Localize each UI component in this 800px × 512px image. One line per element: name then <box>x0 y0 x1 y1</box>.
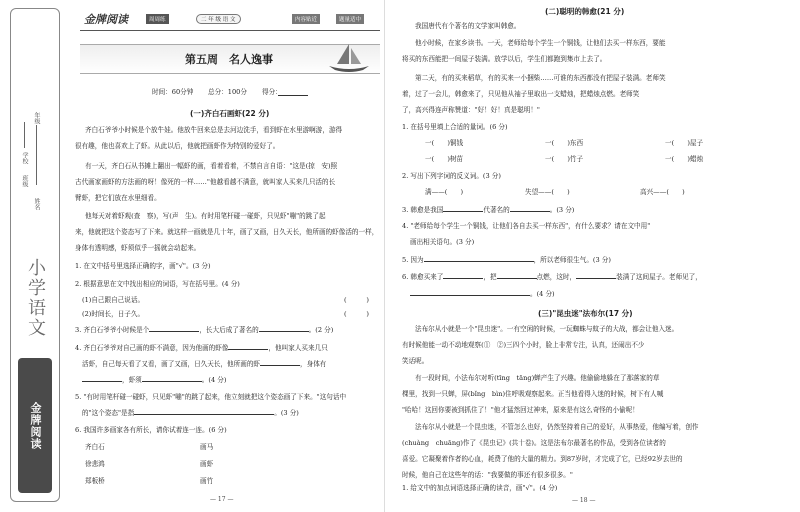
q4-text3: ，虾须 <box>122 376 142 384</box>
time-label: 时间：60分钟 <box>152 88 194 96</box>
match-right-2[interactable]: 画竹 <box>200 477 214 485</box>
match-left-2[interactable]: 郑板桥 <box>85 477 105 485</box>
s2-p2-line1: 他小时候，在家乡读书。一天，老师给每个学生一个铜钱，让他们去买一样东西，要能 <box>415 39 666 47</box>
s2q3-blank2[interactable] <box>510 211 550 212</box>
score-blank[interactable] <box>278 95 308 96</box>
s3-p2-line3: "哈哈！这回你要被到抓住了！"他才猛然回过神来，原来是有这么奇怪的小偷呢！ <box>402 406 639 414</box>
s2-question-3 <box>402 206 574 214</box>
page-fold <box>384 0 385 512</box>
fill-r1-1[interactable]: 一( )东西 <box>545 139 584 147</box>
q4-blank3[interactable] <box>82 381 122 382</box>
s3-p1-line1: 法布尔从小就是一个"昆虫迷"。一有空闲的时候，一玩蜘蛛与蚊子的大战，都会让他入迷。 <box>415 325 679 333</box>
para2-line3: 臂虾，把它们放在水里细看。 <box>75 194 161 202</box>
s2q6-mid2: 点燃，这时， <box>536 273 577 281</box>
s2-question-5 <box>402 256 611 264</box>
antonym-1[interactable]: 失望——( ) <box>525 188 570 196</box>
grade-line <box>36 125 37 185</box>
match-left-1[interactable]: 徐悲鸿 <box>85 460 105 468</box>
question-4-line3 <box>82 376 226 384</box>
answer-paren-2b[interactable]: ( ) <box>344 310 369 318</box>
week-title: 第五周 名人逸事 <box>185 53 273 66</box>
s2-p2-line2: 将买的东西能把一间屋子装满。放学以后，学生们都跑到集市上去了。 <box>402 55 607 63</box>
school-line <box>24 122 25 148</box>
question-2: 2. 根据意思在文中找出相应的词语，写在括号里。(4 分) <box>75 280 240 288</box>
s2-p3-line1: 第二天，有的买来稻草，有的买来一小捆柴……可谁的东西都没有把屋子装满。老师笑 <box>415 74 666 82</box>
match-left-0[interactable]: 齐白石 <box>85 443 105 451</box>
series-tag: 周周练 <box>146 14 169 24</box>
fill-r2-1[interactable]: 一( )竹子 <box>545 155 584 163</box>
para2-line1: 有一天，齐白石从书摊上翻出一幅虾的画，看着看着，不禁自言自语："这是(掠 安)照 <box>85 162 338 170</box>
grade-label: 年级 <box>33 112 40 124</box>
s3-p3-line4: 时候，他自己在这些年的话："我要做的事还有很多很多。" <box>402 471 573 479</box>
class-label: 班级 <box>21 175 28 187</box>
sailboat-icon <box>325 40 373 72</box>
fill-r1-2[interactable]: 一( )屋子 <box>665 139 704 147</box>
s2-p3-line3: 了，高兴得连声称赞道："好！好！真是聪明！" <box>402 106 540 114</box>
s2-question-6-line1 <box>402 273 702 281</box>
s2q3-text: 3. 韩愈是我国 <box>402 206 444 214</box>
q4-tail2: ，身体有 <box>300 360 327 368</box>
q4-blank2[interactable] <box>260 365 300 366</box>
school-label: 学校 <box>21 152 28 164</box>
header-rule <box>80 30 380 31</box>
antonym-0[interactable]: 满——( ) <box>425 188 464 196</box>
question-1: 1. 在文中括号里选择正确的字，画"√"。(3 分) <box>75 262 211 270</box>
s3-p3-line2: (chuàng chuāng)作了《昆虫记》(共十卷)。这是法布尔最著名的作品，受到各位读者的 <box>402 439 666 447</box>
question-6: 6. 我国许多画家各有所长，请你试着连一连。(6 分) <box>75 426 227 434</box>
s2-question-6-line2 <box>410 290 555 298</box>
s2q5-text: 5. 因为 <box>402 256 424 264</box>
para1-line2: 很有趣，他也喜欢上了虾。从此以后，他就把画虾作为特别的爱好了。 <box>75 142 280 150</box>
s3-p3-line3: 喜爱。它凝聚着作者的心血，耗费了他的大量的精力。到87岁时，才完成了它，已经92岁去世的 <box>402 455 683 463</box>
fill-r2-2[interactable]: 一( )蜡烛 <box>665 155 704 163</box>
q4-score: 。(4 分) <box>201 376 227 384</box>
question-2a: (1)自己跟自己说话。 <box>82 296 145 304</box>
fill-r1-0[interactable]: 一( )铜钱 <box>425 139 464 147</box>
para3-line2: 来，他就把这个姿态写了下来。就这样一画就是几十年，画了又画，日久天长，他所画的虾像活的一样， <box>75 228 379 236</box>
q5-score: 。(3 分) <box>274 409 299 417</box>
s2-question-1: 1. 在括号里填上合适的量词。(6 分) <box>402 123 508 131</box>
fill-r2-0[interactable]: 一( )树苗 <box>425 155 464 163</box>
q3-tail: ，长大后成了著名的 <box>199 326 259 334</box>
question-2b: (2)时间长，日子久。 <box>82 310 145 318</box>
q3-text: 3. 齐白石爷爷小时候是个 <box>75 326 150 334</box>
para2-line2: 古代画家画虾的方法画的呀！像死的一样……"他越看越不满意，就叫家人买来几只活的长 <box>75 178 336 186</box>
s3-p2-line2: 棵里，找到一只蝉，屏(bǐng bìn)住呼吸观察起来。正当他看得入迷的时候，树下有人喊 <box>402 390 664 398</box>
match-right-0[interactable]: 画马 <box>200 443 214 451</box>
section1-title: (一)齐白石画虾(22 分) <box>190 109 270 118</box>
s2-question-4-line1: 4. "老师给每个学生一个铜钱，让他们各自去买一样东西"，有什么要求？请在文中用" <box>402 222 651 230</box>
difficulty-tag: 题量适中 <box>336 14 364 24</box>
q3-blank1[interactable] <box>149 331 199 332</box>
subject-title: 小学语文 <box>25 258 46 338</box>
question-5-line2 <box>82 409 299 417</box>
q3-blank2[interactable] <box>259 331 309 332</box>
s2q6-blank2[interactable] <box>497 278 537 279</box>
total-score: 总分：100分 <box>208 88 247 96</box>
s2-p3-line2: 着，过了一会儿，韩愈来了，只见他从袖子里取出一支蜡烛，把蜡烛点燃。老师笑 <box>402 90 640 98</box>
s3-p1-line2: 有时候他能一动不动地观察(① ②)三四个小时，脸上非常专注，认真，还闹出不少 <box>402 341 645 349</box>
s2-p1: 我国唐代有个著名的文学家叫韩愈。 <box>415 22 521 30</box>
question-3 <box>75 326 333 334</box>
s3-p2-line1: 有一段时间，小法布尔对听(tīng tāng)蝉产生了兴趣。他偷偷地躲在了那落家的草 <box>415 374 660 382</box>
s3-p1-line3: 笑话呢。 <box>402 357 429 365</box>
s2q3-blank1[interactable] <box>443 211 483 212</box>
section3-title: (三)"昆虫迷"法布尔(17 分) <box>538 309 633 318</box>
s3-p3-line1: 法布尔从小就是一个昆虫迷，不管怎么也好，仍然坚持着自己的爱好，从事热爱，他编写着，创作 <box>415 423 699 431</box>
s2-question-4-line2: 画出相关语句。(3 分) <box>410 238 475 246</box>
section2-title: (二)聪明的韩愈(21 分) <box>545 7 625 16</box>
match-right-1[interactable]: 画虾 <box>200 460 214 468</box>
s2q6-mid: ，把 <box>483 273 497 281</box>
q4-tail: ，他叫家人买来几只 <box>268 344 328 352</box>
page-number-left: — 17 — <box>210 496 234 503</box>
name-label: 姓名 <box>33 198 40 210</box>
para3-line3: 身体有透明感，虾须似乎一摇就会动起来。 <box>75 244 201 252</box>
para3-line1: 他每天对着虾观(查 察)，写(声 生)。有时用笔杆碰一碰虾，只见虾"嘣"的跳了起 <box>85 212 326 220</box>
s2q6-text: 6. 韩愈买来了 <box>402 273 444 281</box>
content-tag: 内容贴近 <box>292 14 320 24</box>
s2q6-blank1[interactable] <box>443 278 483 279</box>
q5-blank[interactable] <box>134 414 274 415</box>
q4-blank4[interactable] <box>142 381 202 382</box>
s2q6-tail: 装满了这间屋子。老师见了， <box>616 273 702 281</box>
page-number-right: — 18 — <box>572 497 596 504</box>
s3-question-1: 1. 给文中的加点词语选择正确的读音，画"√"。(4 分) <box>402 484 558 492</box>
q5-text: 的"这个姿态"是指 <box>82 409 135 417</box>
publisher-logo: 金牌阅读 <box>84 13 128 26</box>
s2q5-blank[interactable] <box>424 261 534 262</box>
s2-question-2: 2. 写出下列字词的反义词。(3 分) <box>402 172 501 180</box>
q4-blank1[interactable] <box>228 349 268 350</box>
para1-line1: 齐白石爷爷小时候是个放牛娃。他放牛回来总是去河边洗手，看到虾在水里游啊游，游得 <box>85 126 343 134</box>
answer-paren-2a[interactable]: ( ) <box>344 296 369 304</box>
question-4-line1 <box>75 344 328 352</box>
score-label: 得分： <box>262 88 282 96</box>
q4-text2: 活虾，自己每天看了又看，画了又画，日久天长，他所画的虾 <box>82 360 261 368</box>
antonym-2[interactable]: 高兴——( ) <box>640 188 685 196</box>
s2q3-end: 。(3 分) <box>549 206 575 214</box>
s2q5-mid: ，所以老师很生气。(3 分) <box>533 256 611 264</box>
q4-text: 4. 齐白石爷爷对自己画的虾不满意，因为他画的虾像 <box>75 344 229 352</box>
s2q6-blank4[interactable] <box>410 295 530 296</box>
question-4-line2 <box>82 360 326 368</box>
s2q6-score: 。(4 分) <box>530 290 555 298</box>
question-5-line1: 5. "有时用笔杆碰一碰虾，只见虾"嘣"的跳了起来，他立刻就把这个姿态画了下来。"这句话中 <box>75 393 347 401</box>
grade-subject-tag: 二 年 级 语 文 <box>196 14 241 24</box>
sidebar-logo: 金牌阅读 <box>18 358 52 493</box>
q3-score: 。(2 分) <box>308 326 334 334</box>
s2q6-blank3[interactable] <box>576 278 616 279</box>
s2q3-mid: 代著名的 <box>483 206 510 214</box>
